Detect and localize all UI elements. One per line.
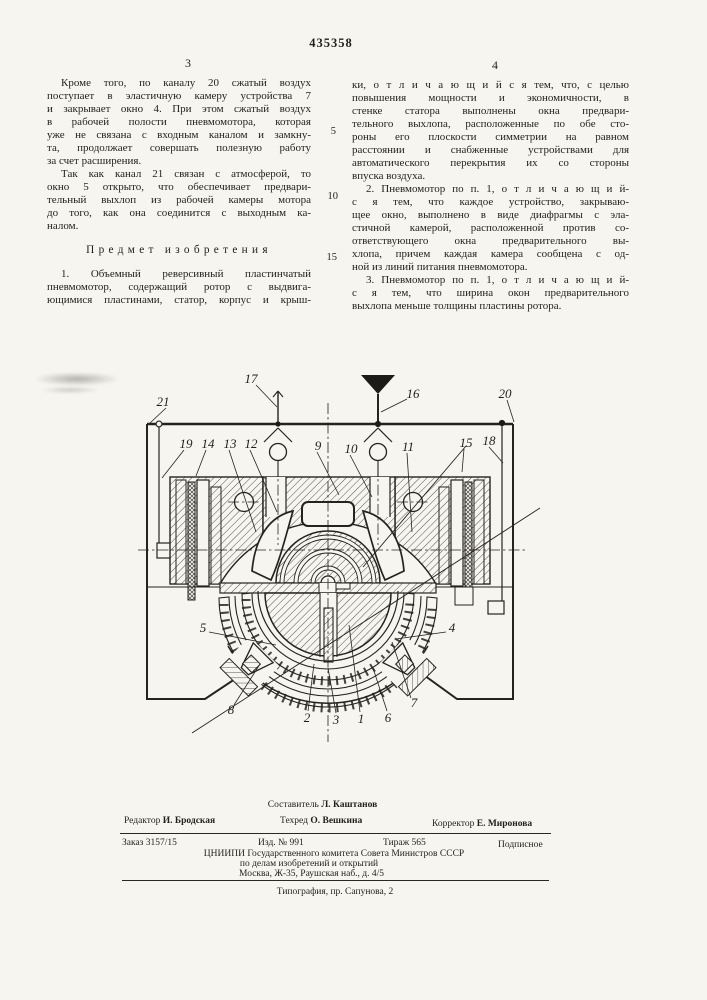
compiler-label: Составитель xyxy=(267,800,319,810)
callout-13: 13 xyxy=(223,436,237,451)
callout-12: 12 xyxy=(244,436,258,451)
callout-2: 2 xyxy=(303,710,311,725)
text-line: Так как канал 21 связан с атмосферой, то xyxy=(61,168,311,180)
callout-19: 19 xyxy=(179,436,193,451)
patent-number: 435358 xyxy=(309,36,353,50)
callout-1: 1 xyxy=(357,711,365,726)
gutter-line-number-15: 15 xyxy=(326,252,337,263)
editor-name: И. Бродская xyxy=(162,816,216,826)
callout-18: 18 xyxy=(482,433,496,448)
text-line: за счет расширения. xyxy=(47,155,142,167)
junction-dot-2 xyxy=(375,421,381,427)
text-line: уже не связана с входным каналом и замкну- xyxy=(47,129,311,141)
callout-16: 16 xyxy=(406,386,420,401)
page-number-right: 4 xyxy=(492,58,498,72)
junction-open xyxy=(156,421,162,427)
gutter-line-number-5: 5 xyxy=(330,126,336,137)
footer-org-line2: по делам изобретений и открытий xyxy=(239,859,379,869)
text-line: стичной камерой, расположенной против со- xyxy=(352,222,629,234)
page-number-left: 3 xyxy=(185,56,191,70)
callout-9: 9 xyxy=(314,438,322,453)
text-line: ющимися пластинами, статор, корпус и крыш- xyxy=(47,294,311,306)
text-line: Кроме того, по каналу 20 сжатый воздух xyxy=(61,77,311,89)
text-line: расстоянии и снабженные устройствами для xyxy=(352,144,629,156)
text-line: 3. Пневмомотор по п. 1, о т л и ч а ю щ и й- xyxy=(366,274,629,286)
text-line: окно 5 открыто, что обеспечивает предвари- xyxy=(47,181,311,193)
flange-notch xyxy=(336,583,350,589)
corrector-label: Корректор xyxy=(432,819,475,829)
footer-rule-bottom xyxy=(122,880,549,881)
callout-14: 14 xyxy=(201,436,215,451)
text-line: ответствующего окна предварительного вы- xyxy=(352,235,629,247)
text-line: тельный выхлоп из рабочей камеры мотора xyxy=(47,194,311,206)
text-line: пневмомотор, содержащий ротор с выдвига- xyxy=(47,281,311,293)
text-line: с я тем, что каждое устройство, закрываю- xyxy=(352,196,629,208)
text-line: та, продолжает совершать полезную работу xyxy=(47,142,311,154)
callout-10: 10 xyxy=(344,441,358,456)
junction-dot-3 xyxy=(499,420,505,426)
text-line: и закрывает окно 4. При этом сжатый воздух xyxy=(47,103,311,115)
callout-20: 20 xyxy=(498,386,512,401)
callout-8: 8 xyxy=(227,702,235,717)
text-line: хлопа, причем каждая камера сообщена с од- xyxy=(352,248,629,260)
text-line: с я тем, что ширина окон предварительного xyxy=(352,287,629,299)
footer-compiler xyxy=(200,800,445,811)
text-line: налом. xyxy=(47,220,79,232)
text-line: выхлопа меньше толщины пластины ротора. xyxy=(352,300,562,312)
text-line: до того, как она соединится с выходным ка- xyxy=(47,207,311,219)
callout-17: 17 xyxy=(244,371,258,386)
callout-21: 21 xyxy=(156,394,170,409)
callout-6: 6 xyxy=(384,710,392,725)
claims-heading: Предмет изобретения xyxy=(86,244,272,256)
text-line: роны его плоскости симметрии на равном xyxy=(352,131,629,143)
footer-rule-top xyxy=(120,833,551,834)
text-line: автоматического перекрытия их со стороны xyxy=(352,157,629,169)
text-line: ной из линий питания пневмомотора. xyxy=(352,261,528,273)
compiler-name: Л. Каштанов xyxy=(321,800,378,810)
callout-3: 3 xyxy=(332,712,340,727)
text-line: стенке статора выполнены окна предвари- xyxy=(352,105,629,117)
flange-slot-gap xyxy=(319,583,336,593)
inlet-channel-left xyxy=(266,477,286,517)
callout-11: 11 xyxy=(401,439,415,454)
text-line: в рабочей полости пневмомотора, которая xyxy=(47,116,311,128)
text-line: впуска воздуха. xyxy=(352,170,426,182)
footer-podpisnoe: Подписное xyxy=(498,840,543,850)
footer-corrector xyxy=(432,819,532,830)
techred-label: Техред xyxy=(280,816,308,826)
bearing-stack-right xyxy=(439,480,484,605)
inlet-channel-right xyxy=(370,477,390,517)
text-line: поступает в эластичную камеру устройства 7 xyxy=(47,90,311,102)
footer-org-line3: Москва, Ж-35, Раушская наб., д. 4/5 xyxy=(239,869,384,879)
callout-15: 15 xyxy=(459,435,473,450)
text-line: тельного выхлопа, расположенные по обе сто- xyxy=(352,118,629,130)
air-inlet-funnel xyxy=(361,375,395,394)
techred-name: О. Вешкина xyxy=(310,816,363,826)
bottom-vane xyxy=(324,608,333,662)
footer-printer: Типография, пр. Сапунова, 2 xyxy=(276,887,394,897)
footer-order: Заказ 3157/15 xyxy=(122,838,177,848)
callout-5: 5 xyxy=(199,620,207,635)
callout-4: 4 xyxy=(448,620,456,635)
gutter-line-number-10: 10 xyxy=(327,191,338,202)
text-line: 1. Объемный реверсивный пластинчатый xyxy=(61,268,311,280)
corrector-name: Е. Миронова xyxy=(476,819,533,829)
footer-izd: Изд. № 991 xyxy=(258,838,304,848)
bearing-stack-left xyxy=(176,480,221,600)
text-line: ки, о т л и ч а ю щ и й с я тем, что, с целью xyxy=(352,79,629,91)
footer-tirazh: Тираж 565 xyxy=(383,838,426,848)
text-line: повышения мощности и экономичности, в xyxy=(352,92,629,104)
text-line: щее окно, выполнено в виде диафрагмы с эла- xyxy=(352,209,629,221)
footer-editor xyxy=(124,816,215,827)
footer-techred xyxy=(280,816,362,827)
pipe-20-flange xyxy=(488,601,504,614)
footer-org-line1: ЦНИИПИ Государственного комитета Совета Министров СССР xyxy=(203,849,465,859)
editor-label: Редактор xyxy=(124,816,161,826)
callout-7: 7 xyxy=(410,695,418,710)
text-line: 2. Пневмомотор по п. 1, о т л и ч а ю щ и й- xyxy=(366,183,629,195)
junction-dot-1 xyxy=(275,421,280,426)
